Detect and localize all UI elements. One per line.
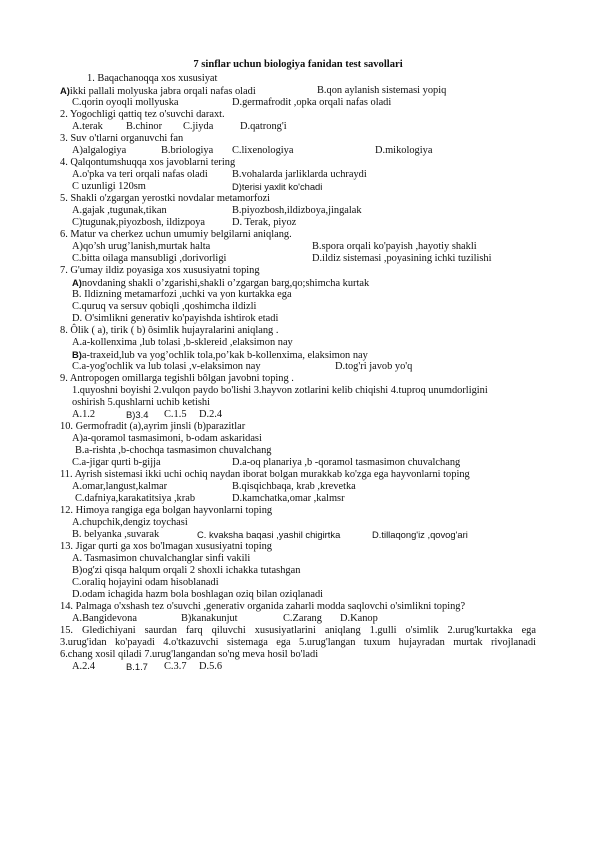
question-11-option-c: C.dafniya,karakatitsiya ,krab xyxy=(75,493,196,504)
question-3-option-a: A)algalogiya xyxy=(72,145,127,156)
question-14-option-d: D.Kanop xyxy=(340,613,378,624)
question-7-option-c: C.quruq va sersuv qobiqli ,qoshimcha ildizli xyxy=(72,301,257,312)
question-13-option-a: A. Tasmasimon chuvalchanglar sinfi vakili xyxy=(72,553,251,564)
question-15-stem-line-2: 3.urug'idan ko'payadi 4.o'tkazuvchi sistemaga ega 5.urug'langan tuxum hujayradan murtak rivojlanadi xyxy=(60,637,536,648)
question-2-option-c: C.jiyda xyxy=(183,121,214,132)
question-6-option-b: B.spora orqali ko'payish ,hayotiy shakli xyxy=(312,241,477,252)
question-15-option-b: B.1.7 xyxy=(126,661,148,672)
option-b-text: a-traxeid,lub va yog’ochlik tola,po’kak b-kollenxima, elaksimon nay xyxy=(81,350,368,361)
question-5-option-c: C)tugunak,piyozbosh, ildizpoya xyxy=(72,217,206,228)
option-b-label: B) xyxy=(72,349,82,360)
question-6-stem: 6. Matur va cherkez uchun umumiy belgilarni aniqlang. xyxy=(60,229,292,240)
question-5-option-a: A.gajak ,tugunak,tikan xyxy=(72,205,167,216)
question-3-option-b: B.briologiya xyxy=(161,145,214,156)
question-11-option-b: B.qisqichbaqa, krab ,krevetka xyxy=(232,481,356,492)
question-6-option-c: C.bitta oilaga mansubligi ,dorivorligi xyxy=(72,253,227,264)
question-13-stem: 13. Jigar qurti ga xos bo'lmagan xususiyatni toping xyxy=(60,541,272,552)
question-12-option-a: A.chupchik,dengiz toychasi xyxy=(72,517,188,528)
question-8-option-d: D.tog'ri javob yo'q xyxy=(335,361,413,372)
question-14-option-c: C.Zarang xyxy=(283,613,322,624)
question-8-option-a: A.a-kollenxima ,lub tolasi ,b-sklereid ,elaksimon nay xyxy=(72,337,293,348)
question-10-option-b: B.a-rishta ,b-chochqa tasmasimon chuvalchang xyxy=(75,445,272,456)
question-6-option-d: D.ildiz sistemasi ,poyasining ichki tuzilishi xyxy=(312,253,492,264)
question-2-stem: 2. Yogochligi qattiq tez o'suvchi daraxt. xyxy=(60,109,225,120)
question-9-option-a: A.1.2 xyxy=(72,409,96,420)
question-9-option-b: B)3.4 xyxy=(126,409,149,420)
question-3-option-d: D.mikologiya xyxy=(375,145,433,156)
question-1-stem: 1. Baqachanoqqa xos xususiyat xyxy=(87,73,218,84)
question-4-option-d: D)terisi yaxlit ko'chadi xyxy=(232,181,323,192)
question-15-option-c: C.3.7 xyxy=(164,661,187,672)
question-10-option-a: A)a-qoramol tasmasimoni, b-odam askaridasi xyxy=(72,433,262,444)
question-12-option-b: B. belyanka ,suvarak xyxy=(72,529,160,540)
question-11-stem: 11. Ayrish sistemasi ikki uchi ochiq naydan iborat bolgan murakkab ko'zga ega hayvonlarni toping xyxy=(60,469,470,480)
question-1-option-d: D.germafrodit ,opka orqali nafas oladi xyxy=(232,97,392,108)
question-14-stem: 14. Palmaga o'xshash tez o'suvchi ,generativ organida zaharli modda saqlovchi o'simlikni toping? xyxy=(60,601,466,612)
question-12-stem: 12. Himoya rangiga ega bolgan hayvonlarni toping xyxy=(60,505,273,516)
question-9-stem: 9. Antropogen omillarga tegishli bôlgan javobni toping . xyxy=(60,373,294,384)
question-15-stem-line-1: 15. Gledichiyani saurdan farq qiluvchi xususiyatlarini aniqlang 1.gulli o'simlik 2.urug'kurtakka ega xyxy=(60,625,536,636)
question-8-option-c: C.a-yog'ochlik va lub tolasi ,v-elaksimon nay xyxy=(72,361,261,372)
question-10-stem: 10. Germofradit (a),ayrim jinsli (b)parazitlar xyxy=(60,421,246,432)
document-title: 7 sinflar uchun biologiya fanidan test savollari xyxy=(193,59,403,70)
question-7-option-d: D. O'simlikni generativ ko'payishda ishtirok etadi xyxy=(72,313,279,324)
option-a-label: A) xyxy=(72,277,82,288)
option-a-text: novdaning shakli o’zgarishi,shakli o’zgargan barg,qo;shimcha kurtak xyxy=(81,278,370,289)
question-5-option-d: D. Terak, piyoz xyxy=(232,217,297,228)
question-4-option-b: B.vohalarda jarliklarda uchraydi xyxy=(232,169,367,180)
question-13-option-d: D.odam ichagida hazm bola boshlagan oziq bilan oziqlanadi xyxy=(72,589,324,600)
question-15-stem-line-3: 6.chang xosil qiladi 7.urug'langandan so'ng meva hosil bo'ladi xyxy=(60,649,319,660)
question-4-option-c: C uzunligi 120sm xyxy=(72,181,146,192)
option-a-label: A) xyxy=(60,85,70,96)
question-11-option-d: D.kamchatka,omar ,kalmsr xyxy=(232,493,345,504)
option-a-text: ikki pallali molyuska jabra orqali nafas oladi xyxy=(69,86,256,97)
question-5-stem: 5. Shakli o'zgargan yerostki novdalar metamorfozi xyxy=(60,193,271,204)
question-1-option-b: B.qon aylanish sistemasi yopiq xyxy=(317,85,447,96)
question-10-option-d: D.a-oq planariya ,b -qoramol tasmasimon chuvalchang xyxy=(232,457,461,468)
question-14-option-b: B)kanakunjut xyxy=(181,613,238,624)
question-7-stem: 7. G'umay ildiz poyasiga xos xususiyatni toping xyxy=(60,265,260,276)
question-9-text-line-1: 1.quyoshni boyishi 2.vulqon paydo bo'lishi 3.hayvon zotlarini kelib chiqishi 4.tuproq unumdorligini xyxy=(72,385,488,396)
question-8-stem: 8. Ôlik ( a), tirik ( b) ôsimlik hujayralarini aniqlang . xyxy=(60,325,279,336)
question-1-option-c: C.qorin oyoqli mollyuska xyxy=(72,97,179,108)
question-15-option-a: A.2.4 xyxy=(72,661,96,672)
question-10-option-c: C.a-jigar qurti b-gijja xyxy=(72,457,161,468)
question-13-option-b: B)og'zi qisqa halqum orqali 2 shoxli ichakka tutashgan xyxy=(72,565,301,576)
question-15-option-d: D.5.6 xyxy=(199,661,223,672)
question-7-option-b: B. Ildizning metamarfozi ,uchki va yon kurtakka ega xyxy=(72,289,292,300)
question-9-option-c: C.1.5 xyxy=(164,409,187,420)
question-3-option-c: C.lixenologiya xyxy=(232,145,294,156)
question-9-option-d: D.2.4 xyxy=(199,409,223,420)
question-5-option-b: B.piyozbosh,ildizboya,jingalak xyxy=(232,205,362,216)
question-4-option-a: A.o'pka va teri orqali nafas oladi xyxy=(72,169,208,180)
question-11-option-a: A.omar,langust,kalmar xyxy=(72,481,168,492)
question-9-text-line-2: oshirish 5.qushlarni uchib ketishi xyxy=(72,397,210,408)
question-2-option-d: D.qatrong'i xyxy=(240,121,287,132)
question-14-option-a: A.Bangidevona xyxy=(72,613,137,624)
question-2-option-a: A.terak xyxy=(72,121,103,132)
question-2-option-b: B.chinor xyxy=(126,121,163,132)
question-6-option-a: A)qo’sh urug’lanish,murtak halta xyxy=(72,241,211,252)
question-12-option-d: D.tillaqong'iz ,qovog'ari xyxy=(372,529,468,540)
question-13-option-c: C.oraliq hojayini odam hisoblanadi xyxy=(72,577,219,588)
question-4-stem: 4. Qalqontumshuqqa xos javoblarni tering xyxy=(60,157,236,168)
question-3-stem: 3. Suv o'tlarni organuvchi fan xyxy=(60,133,184,144)
question-12-option-c: C. kvaksha baqasi ,yashil chigirtka xyxy=(197,529,341,540)
